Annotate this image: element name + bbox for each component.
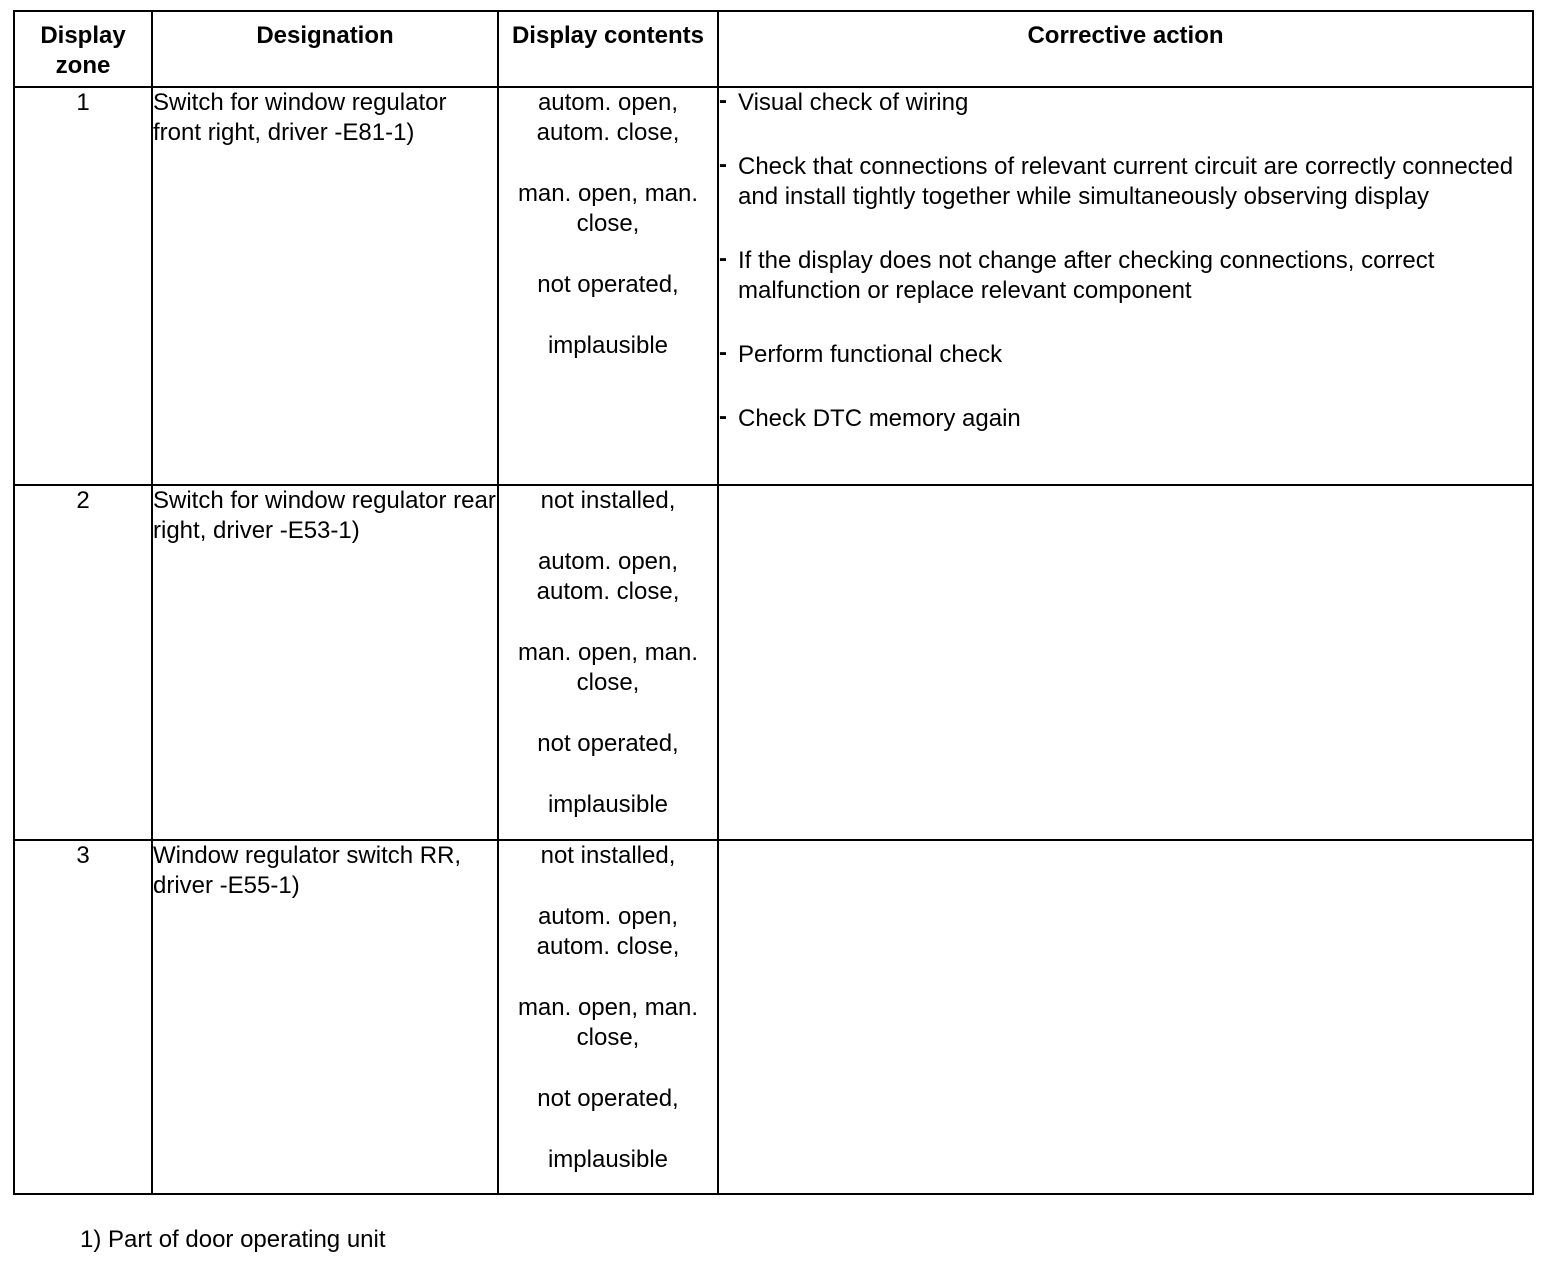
action-text: If the display does not change after checking connections, correct malfunction or replace relevant component (738, 247, 1435, 304)
action-step (719, 88, 1532, 118)
contents-entry: not operated, (537, 271, 679, 298)
contents-cell (498, 840, 718, 1194)
action-step (719, 340, 1532, 370)
dash-bullet: - (719, 403, 727, 430)
action-step (719, 152, 1532, 212)
table-row (14, 840, 1533, 1194)
contents-entry: man. open, man. close, (517, 180, 699, 237)
header-designation: Designation (152, 11, 498, 87)
corrective-action-cell (718, 485, 1533, 840)
table-row (14, 87, 1533, 485)
designation-cell: Switch for window regulator front right, driver -E81-1) (152, 87, 498, 485)
contents-cell (498, 485, 718, 840)
zone-cell: 2 (14, 485, 152, 840)
header-row (14, 11, 1533, 87)
action-step (719, 246, 1532, 306)
designation-cell: Window regulator switch RR, driver -E55-1) (152, 840, 498, 1194)
action-text: Check that connections of relevant current circuit are correctly connected and install tightly together while simultaneously observing display (738, 153, 1514, 210)
diagnostic-table (13, 10, 1534, 1195)
contents-entry: implausible (547, 332, 669, 359)
contents-entry: implausible (547, 1146, 669, 1173)
header-corrective-action: Corrective action (718, 11, 1533, 87)
action-step (719, 404, 1532, 434)
zone-cell: 1 (14, 87, 152, 485)
contents-entry: man. open, man. close, (517, 639, 699, 696)
contents-cell (498, 87, 718, 485)
contents-entry: man. open, man. close, (517, 994, 699, 1051)
zone-cell: 3 (14, 840, 152, 1194)
action-text: Perform functional check (738, 341, 1003, 368)
contents-entry: not operated, (537, 1085, 679, 1112)
header-display-contents: Display contents (498, 11, 718, 87)
dash-bullet: - (719, 87, 727, 114)
corrective-action-cell (718, 840, 1533, 1194)
contents-entry: autom. open, autom. close, (536, 903, 680, 960)
contents-entry: not operated, (537, 730, 679, 757)
contents-entry: not installed, (540, 487, 676, 514)
dash-bullet: - (719, 245, 727, 272)
contents-entry: autom. open, autom. close, (536, 548, 680, 605)
action-text: Check DTC memory again (738, 405, 1021, 432)
corrective-action-cell (718, 87, 1533, 485)
designation-cell: Switch for window regulator rear right, driver -E53-1) (152, 485, 498, 840)
contents-entry: autom. open, autom. close, (536, 89, 680, 146)
contents-entry: implausible (547, 791, 669, 818)
contents-entry: not installed, (540, 842, 676, 869)
header-display-zone: Display zone (14, 11, 152, 87)
table-row (14, 485, 1533, 840)
dash-bullet: - (719, 339, 727, 366)
dash-bullet: - (719, 151, 727, 178)
footnote: 1) Part of door operating unit (80, 1226, 386, 1253)
action-text: Visual check of wiring (738, 89, 969, 116)
